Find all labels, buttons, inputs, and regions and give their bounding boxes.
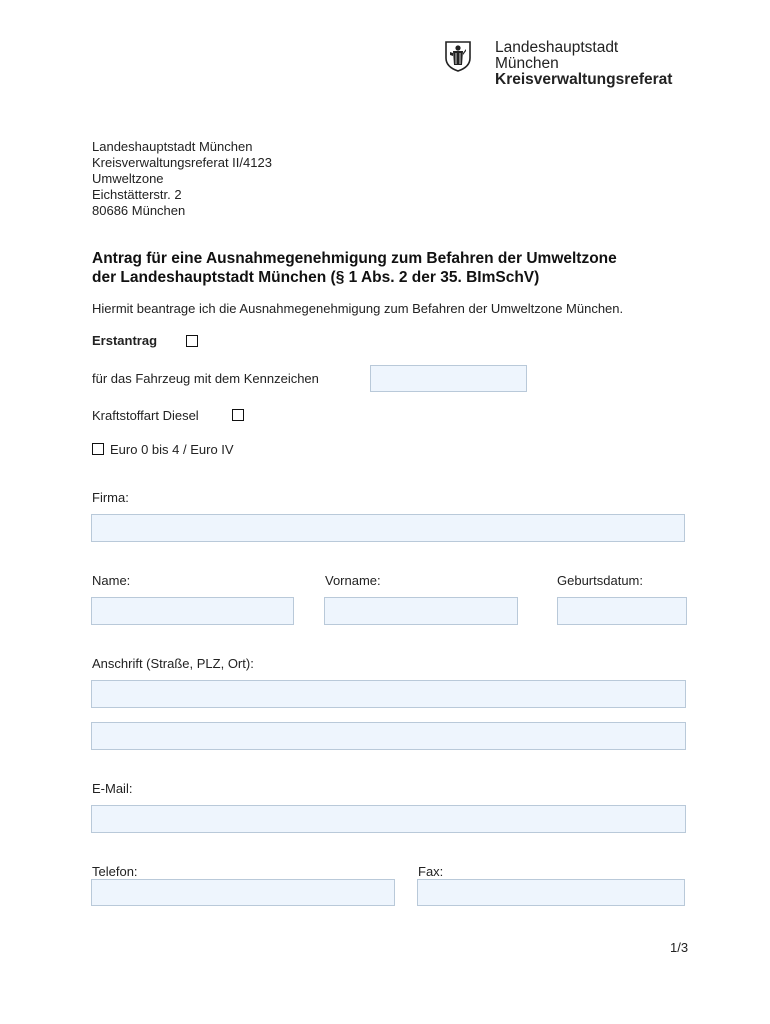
telefon-label: Telefon: xyxy=(92,864,138,879)
name-label: Name: xyxy=(92,573,131,588)
vorname-input[interactable] xyxy=(324,597,518,625)
geburtsdatum-label: Geburtsdatum: xyxy=(557,573,643,588)
erstantrag-checkbox[interactable] xyxy=(186,335,198,347)
anschrift-input-line-2[interactable] xyxy=(91,722,686,750)
title-line-2: der Landeshauptstadt München (§ 1 Abs. 2 der 35. BImSchV) xyxy=(92,269,540,286)
geburtsdatum-input[interactable] xyxy=(557,597,687,625)
firma-label: Firma: xyxy=(92,490,129,505)
kennzeichen-label: für das Fahrzeug mit dem Kennzeichen xyxy=(92,371,319,386)
fax-input[interactable] xyxy=(417,879,685,906)
euro-checkbox[interactable] xyxy=(92,443,104,455)
address-line: Landeshauptstadt München xyxy=(92,139,253,154)
email-input[interactable] xyxy=(91,805,686,833)
address-line: 80686 München xyxy=(92,203,186,218)
header-line-3: Kreisverwaltungsreferat xyxy=(495,71,673,88)
firma-input[interactable] xyxy=(91,514,685,542)
header-line-1: Landeshauptstadt xyxy=(495,39,619,56)
address-line: Kreisverwaltungsreferat II/4123 xyxy=(92,155,272,170)
header-logo-text xyxy=(495,40,672,88)
euro-label: Euro 0 bis 4 / Euro IV xyxy=(110,442,234,457)
anschrift-label: Anschrift (Straße, PLZ, Ort): xyxy=(92,656,254,671)
telefon-input[interactable] xyxy=(91,879,395,906)
diesel-checkbox[interactable] xyxy=(232,409,244,421)
document-title xyxy=(92,249,617,287)
page-number: 1/3 xyxy=(670,940,689,955)
vorname-label: Vorname: xyxy=(325,573,381,588)
kennzeichen-input[interactable] xyxy=(370,365,527,392)
name-input[interactable] xyxy=(91,597,294,625)
intro-text: Hiermit beantrage ich die Ausnahmegenehmigung zum Befahren der Umweltzone München. xyxy=(92,301,624,316)
title-line-1: Antrag für eine Ausnahmegenehmigung zum Befahren der Umweltzone xyxy=(92,250,617,267)
munich-crest-icon xyxy=(444,40,472,72)
address-line: Umweltzone xyxy=(92,171,164,186)
anschrift-input-line-1[interactable] xyxy=(91,680,686,708)
header-line-2: München xyxy=(495,55,559,72)
diesel-label: Kraftstoffart Diesel xyxy=(92,408,199,423)
fax-label: Fax: xyxy=(418,864,444,879)
email-label: E-Mail: xyxy=(92,781,133,796)
erstantrag-label: Erstantrag xyxy=(92,333,158,348)
address-line: Eichstätterstr. 2 xyxy=(92,187,182,202)
recipient-address xyxy=(92,139,272,219)
